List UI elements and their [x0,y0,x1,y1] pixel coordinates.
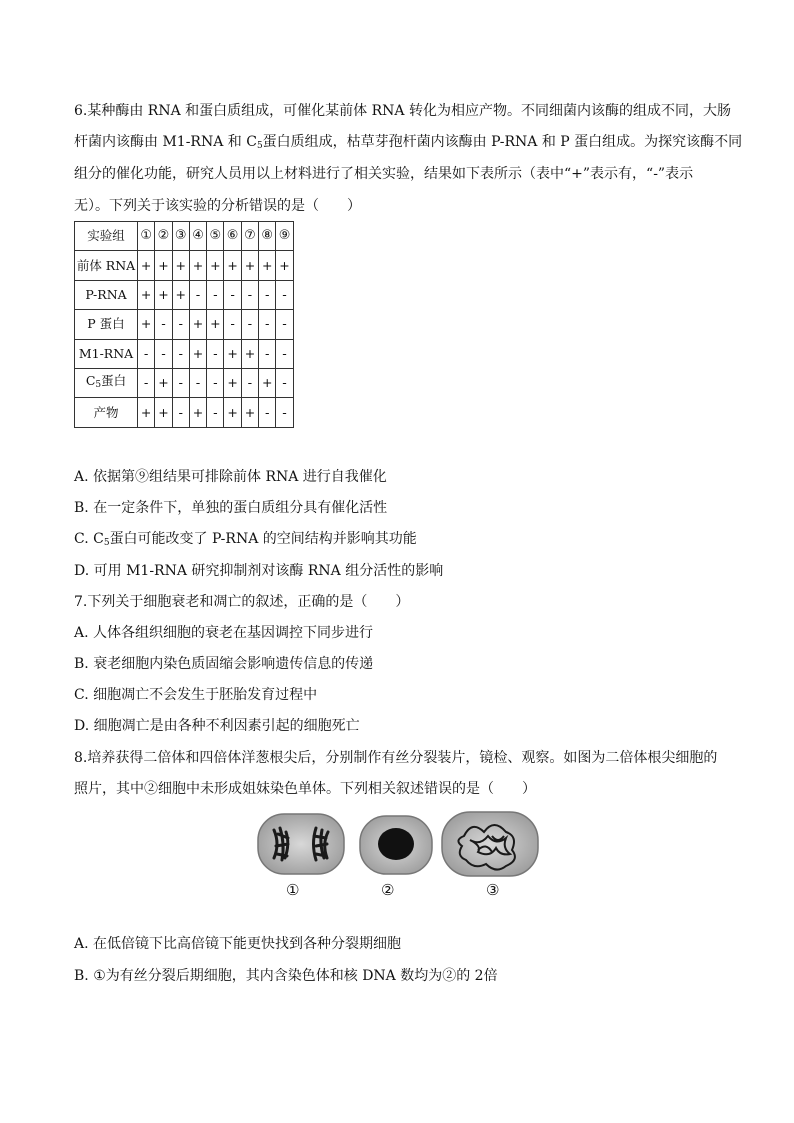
table-cell: + [241,251,258,280]
table-cell: - [172,310,189,339]
table-cell: + [155,280,172,309]
table-cell: - [138,339,155,368]
table-cell: - [207,368,224,397]
table-row-label: P-RNA [75,280,138,309]
table-cell: - [241,280,258,309]
table-cell: - [241,310,258,339]
table-row [75,339,294,368]
table-cell: - [276,368,293,397]
q8-stem-line-2: 照片，其中②细胞中未形成姐妹染色单体。下列相关叙述错误的是（ ） [74,781,536,797]
table-group-header: ⑥ [224,222,241,251]
table-cell: + [224,339,241,368]
table-cell: + [138,398,155,427]
table-cell: + [276,251,293,280]
q6-option-c-sub: 5 [103,538,110,548]
q6-option-d: D. 可用 M1-RNA 研究抑制剂对该酶 RNA 组分活性的影响 [74,563,444,579]
table-group-header: ⑦ [241,222,258,251]
table-cell: + [207,310,224,339]
table-row-label-sub: 5 [95,380,102,391]
table-cell: - [207,398,224,427]
table-cell: + [224,398,241,427]
table-group-header: ④ [189,222,206,251]
cell-3-prophase-image [442,812,538,876]
q6-stem-line-2 [74,132,742,156]
cell-2-interphase-image [360,816,432,874]
q8-stem-line-1: 8.培养获得二倍体和四倍体洋葱根尖后，分别制作有丝分裂装片，镜检、观察。如图为二倍体根尖细胞的 [74,750,718,766]
table-cell: - [276,398,293,427]
table-group-header: ⑨ [276,222,293,251]
table-row [75,398,294,427]
table-header-label: 实验组 [75,222,138,251]
q6-option-b: B. 在一定条件下，单独的蛋白质组分具有催化活性 [74,500,388,516]
table-group-header: ① [138,222,155,251]
table-cell: - [276,310,293,339]
table-cell: + [224,368,241,397]
table-group-header: ⑧ [259,222,276,251]
table-cell: - [224,310,241,339]
table-cell: - [172,339,189,368]
table-cell: - [155,339,172,368]
q7-option-b: B. 衰老细胞内染色质固缩会影响遗传信息的传递 [74,656,374,672]
experiment-table [74,221,294,428]
table-cell: - [276,339,293,368]
table-cell: + [172,280,189,309]
q6-stem-line-4: 无）。下列关于该实验的分析错误的是（ ） [74,198,361,214]
q6-stem-line-1: 6.某种酶由 RNA 和蛋白质组成，可催化某前体 RNA 转化为相应产物。不同细菌内该酶的组成不同，大肠 [74,103,731,119]
table-cell: + [207,251,224,280]
q7-option-c: C. 细胞凋亡不会发生于胚胎发育过程中 [74,687,318,703]
q6-option-a: A. 依据第⑨组结果可排除前体 RNA 进行自我催化 [74,469,387,485]
table-cell: + [138,280,155,309]
table-cell: - [224,280,241,309]
q6-stem-line-2-sub: 5 [256,141,263,151]
q8-option-b: B. ①为有丝分裂后期细胞，其内含染色体和核 DNA 数均为②的 2倍 [74,968,498,984]
table-group-header: ⑤ [207,222,224,251]
table-cell: - [172,368,189,397]
table-row-label: P 蛋白 [75,310,138,339]
q7-option-d: D. 细胞凋亡是由各种不利因素引起的细胞死亡 [74,718,360,734]
q6-option-c-pre: C. C [74,531,104,547]
q6-stem-line-2-a: 杆菌内该酶由 M1-RNA 和 C [74,134,257,150]
q6-stem-line-3: 组分的催化功能，研究人员用以上材料进行了相关实验，结果如下表所示（表中“+”表示有，“-”表示 [74,166,694,182]
table-group-header: ③ [172,222,189,251]
table-cell: - [276,280,293,309]
cell-micrographs [256,810,541,880]
table-cell: - [189,280,206,309]
table-cell: + [138,251,155,280]
table-cell: + [259,251,276,280]
table-cell: - [172,398,189,427]
table-cell: - [138,368,155,397]
table-header-row [75,222,294,251]
table-row [75,251,294,280]
table-row-label: M1-RNA [75,339,138,368]
table-row-label: 前体 RNA [75,251,138,280]
table-cell: + [155,368,172,397]
q7-option-a: A. 人体各组织细胞的衰老在基因调控下同步进行 [74,625,374,641]
table-row-label-tail: 蛋白 [101,373,127,389]
table-row [75,310,294,339]
q6-stem-line-2-b: 蛋白质组成，枯草芽孢杆菌内该酶由 P-RNA 和 P 蛋白组成。为探究该酶不同 [262,134,743,150]
cell-label-1: ① [286,881,300,899]
table-cell: - [259,339,276,368]
table-row-label: 产物 [75,398,138,427]
q6-option-c [74,529,417,553]
table-cell: - [207,339,224,368]
table-cell: + [224,251,241,280]
table-cell: + [172,251,189,280]
table-cell: + [259,368,276,397]
table-cell: + [189,339,206,368]
table-cell: + [155,398,172,427]
table-cell: + [189,251,206,280]
cell-label-2: ② [381,881,395,899]
table-cell: - [155,310,172,339]
table-row-label [75,368,138,397]
q8-option-a: A. 在低倍镜下比高倍镜下能更快找到各种分裂期细胞 [74,936,402,952]
table-cell: - [241,368,258,397]
q7-stem: 7.下列关于细胞衰老和凋亡的叙述，正确的是（ ） [74,594,410,610]
table-cell: + [241,398,258,427]
table-cell: - [259,310,276,339]
table-cell: + [189,398,206,427]
table-cell: + [189,310,206,339]
table-group-header: ② [155,222,172,251]
table-row [75,280,294,309]
table-cell: - [207,280,224,309]
table-cell: + [241,339,258,368]
table-row-label-main: C [85,373,96,389]
table-cell: - [259,280,276,309]
table-cell: - [259,398,276,427]
table-cell: - [189,368,206,397]
table-cell: + [155,251,172,280]
table-row [75,368,294,397]
cell-1-anaphase-image [258,814,344,874]
table-cell: + [138,310,155,339]
cell-label-3: ③ [486,881,500,899]
q6-option-c-post: 蛋白可能改变了 P-RNA 的空间结构并影响其功能 [109,531,417,547]
